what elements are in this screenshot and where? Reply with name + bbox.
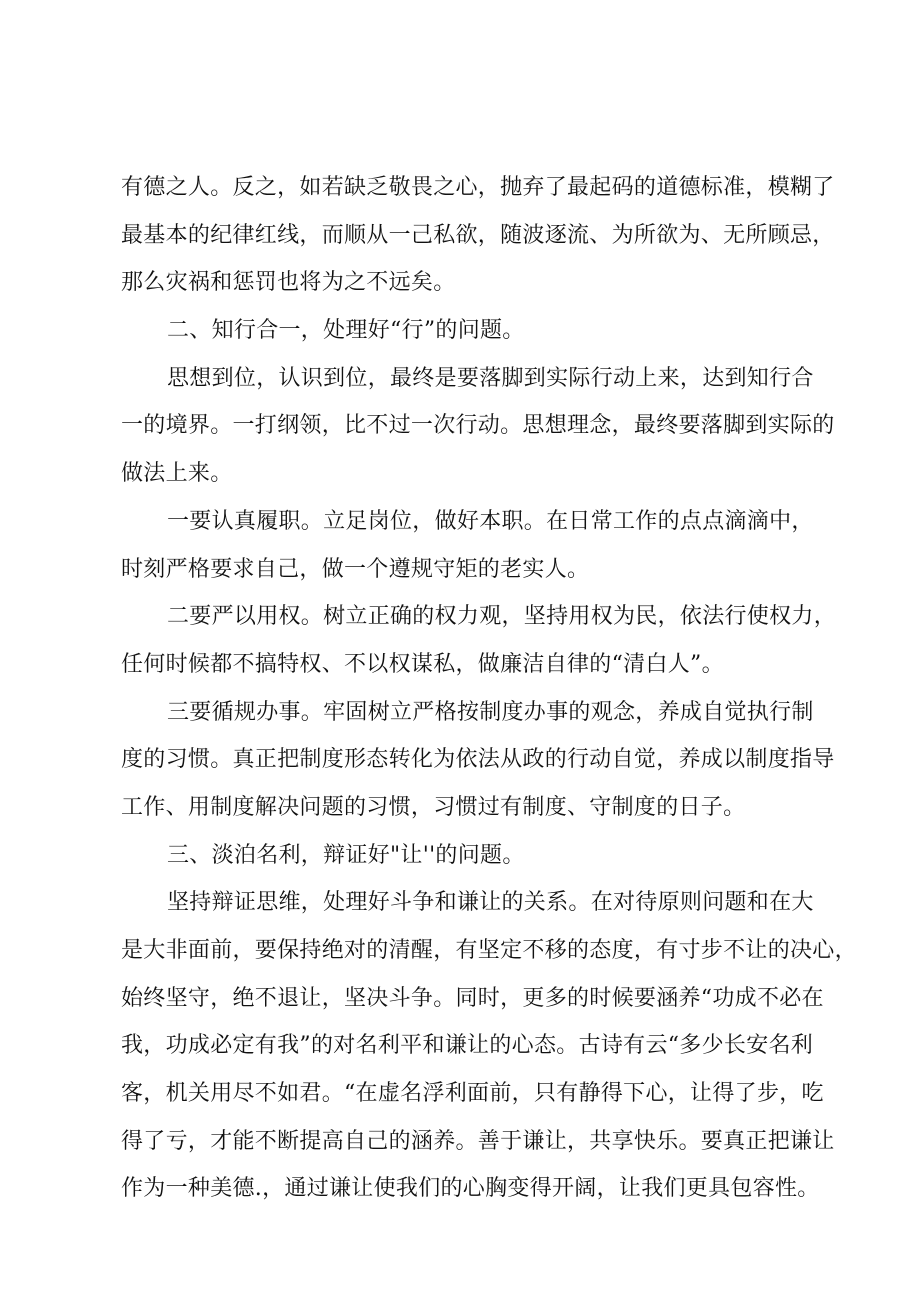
text-line: 任何时候都不搞特权、不以权谋私，做廉洁自律的“清白人”。 (121, 651, 724, 677)
text-line: 得了亏，才能不断提高自己的涵养。善于谦让，共享快乐。要真正把谦让 (121, 1128, 835, 1154)
text-line: 坚持辩证思维，处理好斗争和谦让的关系。在对待原则问题和在大 (167, 890, 814, 916)
document-body (121, 164, 857, 1213)
text-line: 最基本的纪律红线，而顺从一己私欲，随波逐流、为所欲为、无所顾忌， (121, 222, 835, 248)
text-line: 思想到位，认识到位，最终是要落脚到实际行动上来，达到知行合 (167, 365, 814, 391)
text-line: 三要循规办事。牢固树立严格按制度办事的观念，养成自觉执行制 (167, 699, 814, 725)
section-heading: 三、淡泊名利，辩证好"让''的问题。 (167, 842, 525, 868)
text-line: 二要严以用权。树立正确的权力观，坚持用权为民，依法行使权力， (167, 604, 837, 630)
text-line: 那么灾祸和惩罚也将为之不远矣。 (121, 270, 456, 296)
text-line: 作为一种美德.，通过谦让使我们的心胸变得开阔，让我们更具包容性。 (121, 1176, 820, 1202)
text-line: 做法上来。 (121, 461, 233, 487)
text-line: 是大非面前，要保持绝对的清醒，有坚定不移的态度，有寸步不让的决心， (121, 938, 857, 963)
text-line: 工作、用制度解决问题的习惯，习惯过有制度、守制度的日子。 (121, 794, 746, 820)
text-line: 客，机关用尽不如君。“在虚名浮利面前，只有静得下心，让得了步，吃 (121, 1081, 824, 1107)
section-heading: 二、知行合一，处理好“行”的问题。 (167, 318, 525, 344)
text-line: 时刻严格要求自己，做一个遵规守矩的老实人。 (121, 556, 590, 582)
text-line: 有德之人。反之，如若缺乏敬畏之心，抛弃了最起码的道德标准，模糊了 (121, 175, 835, 200)
text-line: 一的境界。一打纲领，比不过一次行动。思想理念，最终要落脚到实际的 (121, 413, 835, 439)
text-line: 我，功成必定有我”的对名利平和谦让的心态。古诗有云“多少长安名利 (121, 1033, 814, 1059)
text-line: 一要认真履职。立足岗位，做好本职。在日常工作的点点滴滴中， (167, 508, 814, 534)
text-line: 度的习惯。真正把制度形态转化为依法从政的行动自觉，养成以制度指导 (121, 747, 835, 773)
text-line: 始终坚守，绝不退让，坚决斗争。同时，更多的时候要涵养“功成不必在 (121, 985, 824, 1011)
